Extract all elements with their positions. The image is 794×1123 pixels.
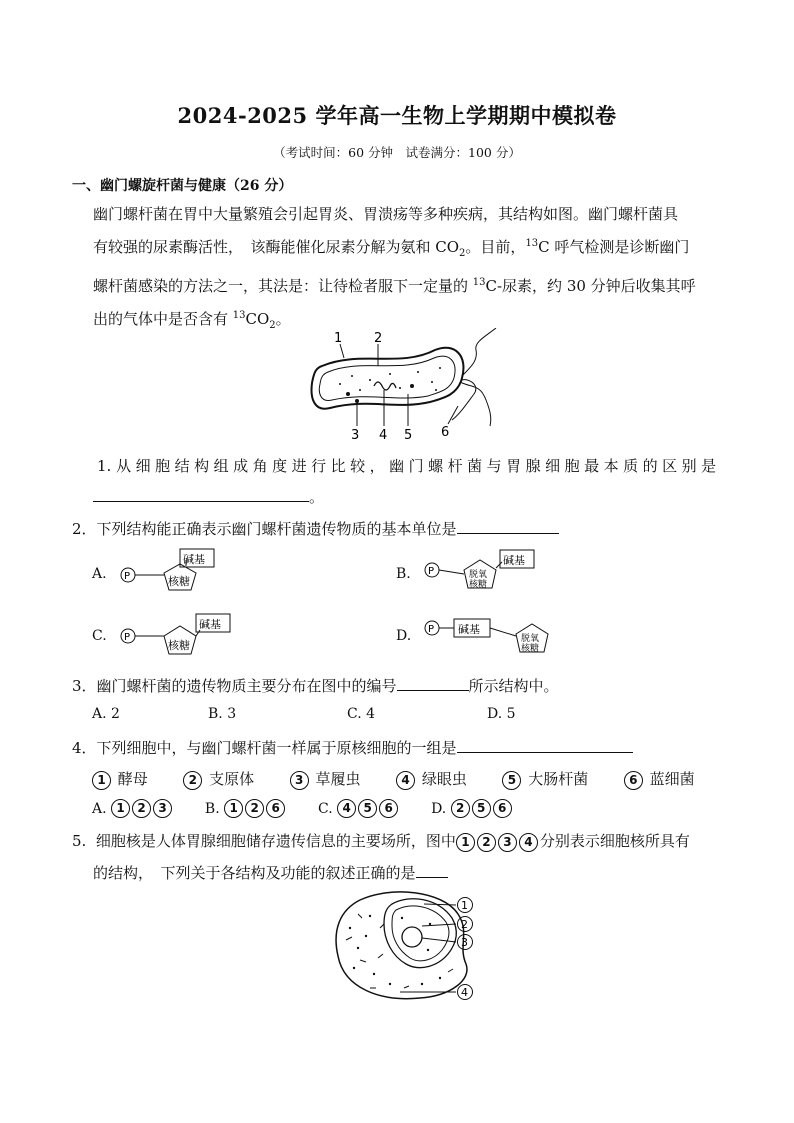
q2-option-d-diagram (420, 614, 560, 670)
q3-option-c[interactable]: C. 4 (347, 706, 376, 722)
q4-item-6: 6 蓝细菌 (624, 770, 695, 788)
question-5-line-2: 的结构， 下列关于各结构及功能的叙述正确的是 (93, 862, 448, 883)
intro-paragraph (93, 200, 733, 340)
svg-text:碱基: 碱基 (503, 554, 525, 567)
svg-text:碱基: 碱基 (199, 618, 221, 631)
q4-item-2: 2 支原体 (183, 770, 254, 788)
q4-item-3: 3 草履虫 (290, 770, 361, 788)
question-4: 4．下列细胞中，与幽门螺杆菌一样属于原核细胞的一组是 (72, 737, 633, 758)
svg-text:P: P (124, 571, 131, 582)
cell-nucleus-diagram (330, 888, 480, 1008)
svg-text:脱氧: 脱氧 (521, 634, 540, 644)
svg-text:碱基: 碱基 (183, 553, 205, 566)
answer-blank-q5[interactable] (416, 863, 448, 878)
q4-item-list (92, 768, 695, 790)
answer-blank-q3[interactable] (397, 676, 469, 691)
svg-text:P: P (428, 566, 435, 577)
fig1-label-5: 5 (404, 428, 413, 443)
answer-blank-q2[interactable] (457, 519, 559, 534)
answer-blank-q1[interactable] (93, 487, 309, 502)
q2-option-c-diagram (116, 612, 236, 668)
svg-text:核糖: 核糖 (168, 575, 190, 588)
svg-text:碱基: 碱基 (458, 623, 480, 636)
q2-option-a-diagram (116, 548, 226, 604)
question-3: 3．幽门螺杆菌的遗传物质主要分布在图中的编号 所示结构中。 (72, 677, 559, 695)
q2-option-c-letter[interactable]: C. (92, 628, 107, 644)
q2-option-b-diagram (420, 546, 540, 602)
bacterium-diagram (300, 328, 520, 446)
q4-item-5: 5 大肠杆菌 (502, 770, 588, 788)
fig2-label-4: 4 (461, 986, 468, 999)
fig1-label-4: 4 (379, 428, 388, 443)
question-2: 2．下列结构能正确表示幽门螺杆菌遗传物质的基本单位是 (72, 518, 559, 539)
q2-option-a-letter[interactable]: A. (92, 566, 107, 582)
answer-blank-q4[interactable] (457, 738, 633, 753)
page-title: 2024-2025 学年高一生物上学期期中模拟卷 (177, 103, 617, 128)
q4-options (92, 799, 514, 818)
intro-line-1: 幽门螺杆菌在胃中大量繁殖会引起胃炎、胃溃疡等多种疾病，其结构如图。幽门螺杆菌具 (93, 205, 679, 223)
svg-text:脱氧: 脱氧 (469, 570, 488, 580)
svg-text:核糖: 核糖 (168, 639, 190, 652)
question-5: 5. 细胞核是人体胃腺细胞储存遗传信息的主要场所，图中 1 2 3 4 分别表示细胞核所具有 (72, 832, 690, 850)
fig1-label-6: 6 (441, 425, 450, 440)
question-1: 1. 从细胞结构组成角度进行比较，幽门螺杆菌与胃腺细胞最本质的区别是 (97, 457, 717, 475)
svg-text:核糖: 核糖 (469, 580, 488, 590)
fig1-label-2: 2 (374, 331, 383, 346)
q2-option-d-letter[interactable]: D. (396, 628, 412, 644)
svg-text:P: P (428, 624, 435, 635)
q4-option-a[interactable]: A. 1 2 3 (92, 801, 174, 817)
q3-option-b[interactable]: B. 3 (208, 706, 237, 722)
intro-line-3: 螺杆菌感染的方法之一，其法是：让待检者服下一定量的 $^{13}$C-尿素，约 30 分钟后收集其呼 (93, 277, 696, 295)
q4-option-c[interactable]: C. 4 5 6 (318, 801, 400, 817)
fig2-label-3: 3 (461, 936, 468, 949)
q2-option-b-letter[interactable]: B. (396, 566, 411, 582)
intro-line-2: 有较强的尿素酶活性， 该酶能催化尿素分解为氨和 $CO_2$。目前，$^{13}$C 呼气检测是诊断幽门 (93, 238, 690, 259)
exam-info: （考试时间：60 分钟 试卷满分：100 分） (273, 145, 521, 160)
fig2-label-2: 2 (461, 918, 468, 931)
fig1-label-3: 3 (351, 428, 360, 443)
q4-item-1: 1 酵母 (92, 770, 148, 788)
intro-line-4: 出的气体中是否含有 $^{13}CO_2$。 (93, 310, 291, 331)
svg-text:P: P (124, 632, 131, 643)
fig1-label-1: 1 (334, 331, 343, 346)
q4-option-d[interactable]: D. 2 5 6 (431, 801, 514, 817)
question-1-answer-line: 。 (93, 486, 324, 507)
svg-text:核糖: 核糖 (521, 644, 540, 654)
q3-option-a[interactable]: A. 2 (92, 706, 120, 722)
q4-item-4: 4 绿眼虫 (396, 770, 467, 788)
q4-option-b[interactable]: B. 1 2 6 (205, 801, 287, 817)
q3-option-d[interactable]: D. 5 (487, 706, 516, 722)
section-heading: 一、幽门螺旋杆菌与健康（26 分） (72, 178, 293, 194)
fig2-label-1: 1 (461, 899, 468, 912)
